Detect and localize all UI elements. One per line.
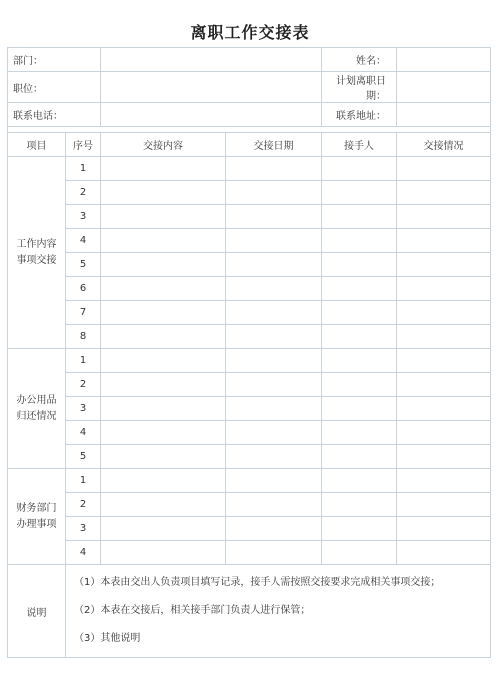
- department-field[interactable]: [101, 48, 322, 72]
- date-cell[interactable]: [226, 349, 322, 373]
- receiver-cell[interactable]: [322, 325, 397, 349]
- status-cell[interactable]: [397, 325, 491, 349]
- planned-date-field[interactable]: [397, 72, 491, 103]
- date-cell[interactable]: [226, 205, 322, 229]
- date-cell[interactable]: [226, 157, 322, 181]
- receiver-cell[interactable]: [322, 493, 397, 517]
- group-label: 工作内容事项交接: [8, 157, 66, 349]
- position-field[interactable]: [101, 72, 322, 103]
- status-cell[interactable]: [397, 157, 491, 181]
- date-cell[interactable]: [226, 469, 322, 493]
- row-seq: 1: [66, 469, 101, 493]
- table-row: [8, 277, 491, 301]
- phone-label: 联系电话：: [8, 103, 101, 127]
- table-header-row: [8, 133, 491, 157]
- receiver-cell[interactable]: [322, 517, 397, 541]
- table-row: [8, 373, 491, 397]
- row-seq: 4: [66, 541, 101, 565]
- position-label: 职位：: [8, 72, 101, 103]
- table-row: [8, 181, 491, 205]
- date-cell[interactable]: [226, 517, 322, 541]
- content-cell[interactable]: [101, 541, 226, 565]
- date-cell[interactable]: [226, 301, 322, 325]
- content-cell[interactable]: [101, 205, 226, 229]
- receiver-cell[interactable]: [322, 469, 397, 493]
- table-row: [8, 469, 491, 493]
- date-cell[interactable]: [226, 181, 322, 205]
- address-field[interactable]: [397, 103, 491, 127]
- content-cell[interactable]: [101, 181, 226, 205]
- note-line: （3）其他说明: [74, 633, 141, 644]
- date-cell[interactable]: [226, 541, 322, 565]
- table-row: [8, 397, 491, 421]
- receiver-cell[interactable]: [322, 277, 397, 301]
- date-cell[interactable]: [226, 229, 322, 253]
- table-row: [8, 493, 491, 517]
- date-cell[interactable]: [226, 325, 322, 349]
- content-cell[interactable]: [101, 517, 226, 541]
- notes-row: [8, 565, 491, 658]
- row-seq: 2: [66, 493, 101, 517]
- name-label: 姓名：: [322, 48, 397, 72]
- header-date: 交接日期: [226, 133, 322, 157]
- receiver-cell[interactable]: [322, 541, 397, 565]
- date-cell[interactable]: [226, 277, 322, 301]
- row-seq: 5: [66, 445, 101, 469]
- row-seq: 3: [66, 397, 101, 421]
- page-title: 离职工作交接表: [190, 23, 310, 42]
- table-row: [8, 445, 491, 469]
- receiver-cell[interactable]: [322, 301, 397, 325]
- table-row: [8, 229, 491, 253]
- content-cell[interactable]: [101, 469, 226, 493]
- header-item: 项目: [8, 133, 66, 157]
- date-cell[interactable]: [226, 445, 322, 469]
- header-content: 交接内容: [101, 133, 226, 157]
- content-cell[interactable]: [101, 373, 226, 397]
- phone-field[interactable]: [101, 103, 322, 127]
- table-row: [8, 541, 491, 565]
- receiver-cell[interactable]: [322, 445, 397, 469]
- table-row: [8, 325, 491, 349]
- date-cell[interactable]: [226, 373, 322, 397]
- status-cell[interactable]: [397, 301, 491, 325]
- date-cell[interactable]: [226, 493, 322, 517]
- date-cell[interactable]: [226, 397, 322, 421]
- content-cell[interactable]: [101, 421, 226, 445]
- status-cell[interactable]: [397, 469, 491, 493]
- info-row-position: [8, 72, 491, 103]
- row-seq: 5: [66, 253, 101, 277]
- note-line: （2）本表在交接后，相关接手部门负责人进行保管；: [74, 605, 311, 616]
- content-cell[interactable]: [101, 445, 226, 469]
- row-seq: 1: [66, 157, 101, 181]
- row-seq: 1: [66, 349, 101, 373]
- receiver-cell[interactable]: [322, 229, 397, 253]
- status-cell[interactable]: [397, 181, 491, 205]
- status-cell[interactable]: [397, 253, 491, 277]
- row-seq: 8: [66, 325, 101, 349]
- table-row: [8, 301, 491, 325]
- row-seq: 2: [66, 373, 101, 397]
- row-seq: 7: [66, 301, 101, 325]
- status-cell[interactable]: [397, 397, 491, 421]
- notes-label: 说明: [8, 565, 66, 658]
- receiver-cell[interactable]: [322, 205, 397, 229]
- row-seq: 2: [66, 181, 101, 205]
- status-cell[interactable]: [397, 493, 491, 517]
- planned-date-label: 计划离职日期：: [322, 72, 397, 103]
- row-seq: 3: [66, 205, 101, 229]
- table-row: [8, 205, 491, 229]
- status-cell[interactable]: [397, 421, 491, 445]
- group-label: 财务部门办理事项: [8, 469, 66, 565]
- date-cell[interactable]: [226, 253, 322, 277]
- status-cell[interactable]: [397, 229, 491, 253]
- status-cell[interactable]: [397, 445, 491, 469]
- row-seq: 6: [66, 277, 101, 301]
- receiver-cell[interactable]: [322, 349, 397, 373]
- content-cell[interactable]: [101, 397, 226, 421]
- status-cell[interactable]: [397, 541, 491, 565]
- status-cell[interactable]: [397, 277, 491, 301]
- status-cell[interactable]: [397, 349, 491, 373]
- row-seq: 4: [66, 229, 101, 253]
- header-seq: 序号: [66, 133, 101, 157]
- content-cell[interactable]: [101, 229, 226, 253]
- receiver-cell[interactable]: [322, 421, 397, 445]
- content-cell[interactable]: [101, 157, 226, 181]
- group-label: 办公用品归还情况: [8, 349, 66, 469]
- receiver-cell[interactable]: [322, 157, 397, 181]
- handover-form-table: [7, 47, 491, 658]
- name-field[interactable]: [397, 48, 491, 72]
- header-receiver: 接手人: [322, 133, 397, 157]
- info-row-contact: [8, 103, 491, 127]
- header-status: 交接情况: [397, 133, 491, 157]
- address-label: 联系地址：: [322, 103, 397, 127]
- info-row-department: [8, 48, 491, 72]
- date-cell[interactable]: [226, 421, 322, 445]
- content-cell[interactable]: [101, 349, 226, 373]
- table-row: [8, 517, 491, 541]
- table-row: [8, 349, 491, 373]
- content-cell[interactable]: [101, 325, 226, 349]
- content-cell[interactable]: [101, 253, 226, 277]
- content-cell[interactable]: [101, 493, 226, 517]
- status-cell[interactable]: [397, 205, 491, 229]
- receiver-cell[interactable]: [322, 253, 397, 277]
- receiver-cell[interactable]: [322, 397, 397, 421]
- receiver-cell[interactable]: [322, 181, 397, 205]
- content-cell[interactable]: [101, 301, 226, 325]
- row-seq: 3: [66, 517, 101, 541]
- table-row: [8, 421, 491, 445]
- table-row: [8, 253, 491, 277]
- notes-content: [66, 565, 491, 658]
- note-line: （1）本表由交出人负责项目填写记录，接手人需按照交接要求完成相关事项交接；: [74, 577, 441, 588]
- row-seq: 4: [66, 421, 101, 445]
- status-cell[interactable]: [397, 517, 491, 541]
- receiver-cell[interactable]: [322, 373, 397, 397]
- content-cell[interactable]: [101, 277, 226, 301]
- status-cell[interactable]: [397, 373, 491, 397]
- department-label: 部门：: [8, 48, 101, 72]
- table-row: [8, 157, 491, 181]
